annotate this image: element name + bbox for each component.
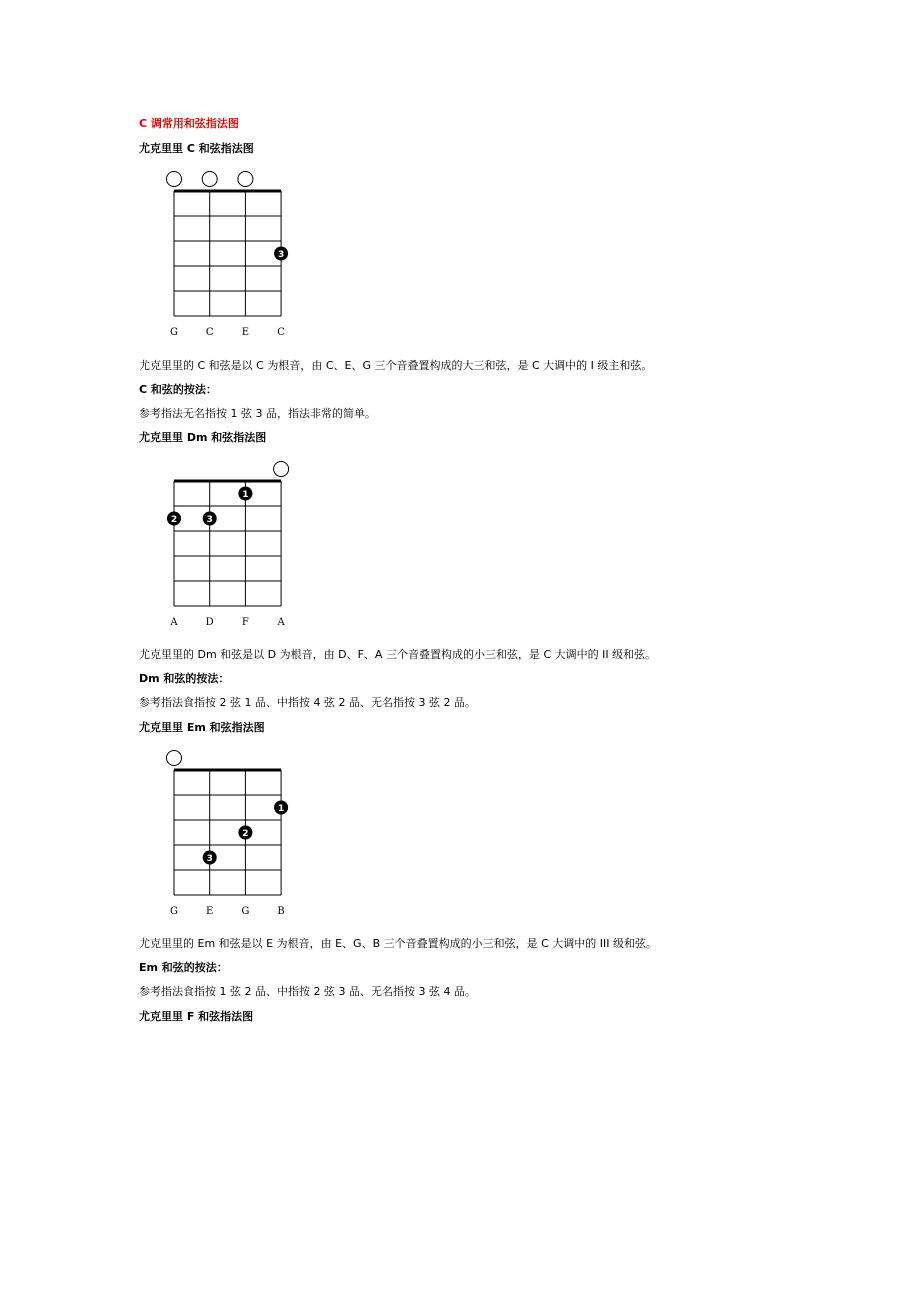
- string-name-label: G: [241, 906, 250, 917]
- open-string-marker: [274, 462, 289, 477]
- string-name-label: C: [205, 327, 214, 338]
- chord-heading-em: 尤克里里 Em 和弦指法图: [139, 721, 265, 734]
- chord-chart-dm: [158, 456, 298, 634]
- string-name-label: F: [241, 617, 249, 628]
- open-string-marker: [238, 172, 253, 187]
- chord-diagram-em: [158, 745, 298, 923]
- chord-heading-f: 尤克里里 F 和弦指法图: [139, 1010, 254, 1023]
- chord-method-title-c: C 和弦的按法：: [139, 383, 217, 396]
- open-string-marker: [202, 172, 217, 187]
- string-name-label: G: [170, 906, 178, 917]
- string-name-label: E: [206, 906, 214, 917]
- finger-number: 2: [170, 515, 178, 525]
- chord-method-text-c: 参考指法无名指按 1 弦 3 品，指法非常的简单。: [139, 407, 376, 420]
- finger-number: 1: [242, 490, 249, 500]
- string-name-label: B: [277, 906, 285, 917]
- string-name-label: D: [205, 617, 214, 628]
- chord-description-dm: 尤克里里的 Dm 和弦是以 D 为根音，由 D、F、A 三个音叠置构成的小三和弦，是 C 大调中的 II 级和弦。: [139, 648, 657, 661]
- chord-heading-c: 尤克里里 C 和弦指法图: [139, 142, 254, 155]
- finger-number: 1: [277, 804, 285, 814]
- chord-diagram-c: [158, 166, 298, 344]
- open-string-marker: [167, 751, 182, 766]
- finger-number: 3: [206, 515, 213, 525]
- page-title: C 调常用和弦指法图: [139, 117, 239, 130]
- chord-method-text-dm: 参考指法食指按 2 弦 1 品、中指按 4 弦 2 品、无名指按 3 弦 2 品。: [139, 696, 476, 709]
- string-name-label: G: [170, 327, 178, 338]
- finger-number: 3: [206, 854, 213, 864]
- chord-description-em: 尤克里里的 Em 和弦是以 E 为根音，由 E、G、B 三个音叠置构成的小三和弦，是 C 大调中的 III 级和弦。: [139, 937, 658, 950]
- string-name-label: C: [277, 327, 285, 338]
- finger-number: 2: [242, 829, 249, 839]
- chord-method-text-em: 参考指法食指按 1 弦 2 品、中指按 2 弦 3 品、无名指按 3 弦 4 品。: [139, 985, 476, 998]
- chord-chart-c: [158, 166, 298, 344]
- chord-diagram-dm: [158, 456, 298, 634]
- chord-chart-em: [158, 745, 298, 923]
- finger-number: 3: [277, 250, 285, 260]
- chord-method-title-dm: Dm 和弦的按法：: [139, 672, 230, 685]
- chord-description-c: 尤克里里的 C 和弦是以 C 为根音，由 C、E、G 三个音叠置构成的大三和弦，是 C 大调中的 I 级主和弦。: [139, 359, 653, 372]
- string-name-label: A: [277, 617, 285, 628]
- chord-heading-dm: 尤克里里 Dm 和弦指法图: [139, 431, 267, 444]
- string-name-label: A: [170, 617, 178, 628]
- chord-method-title-em: Em 和弦的按法：: [139, 961, 228, 974]
- string-name-label: E: [241, 327, 250, 338]
- open-string-marker: [167, 172, 182, 187]
